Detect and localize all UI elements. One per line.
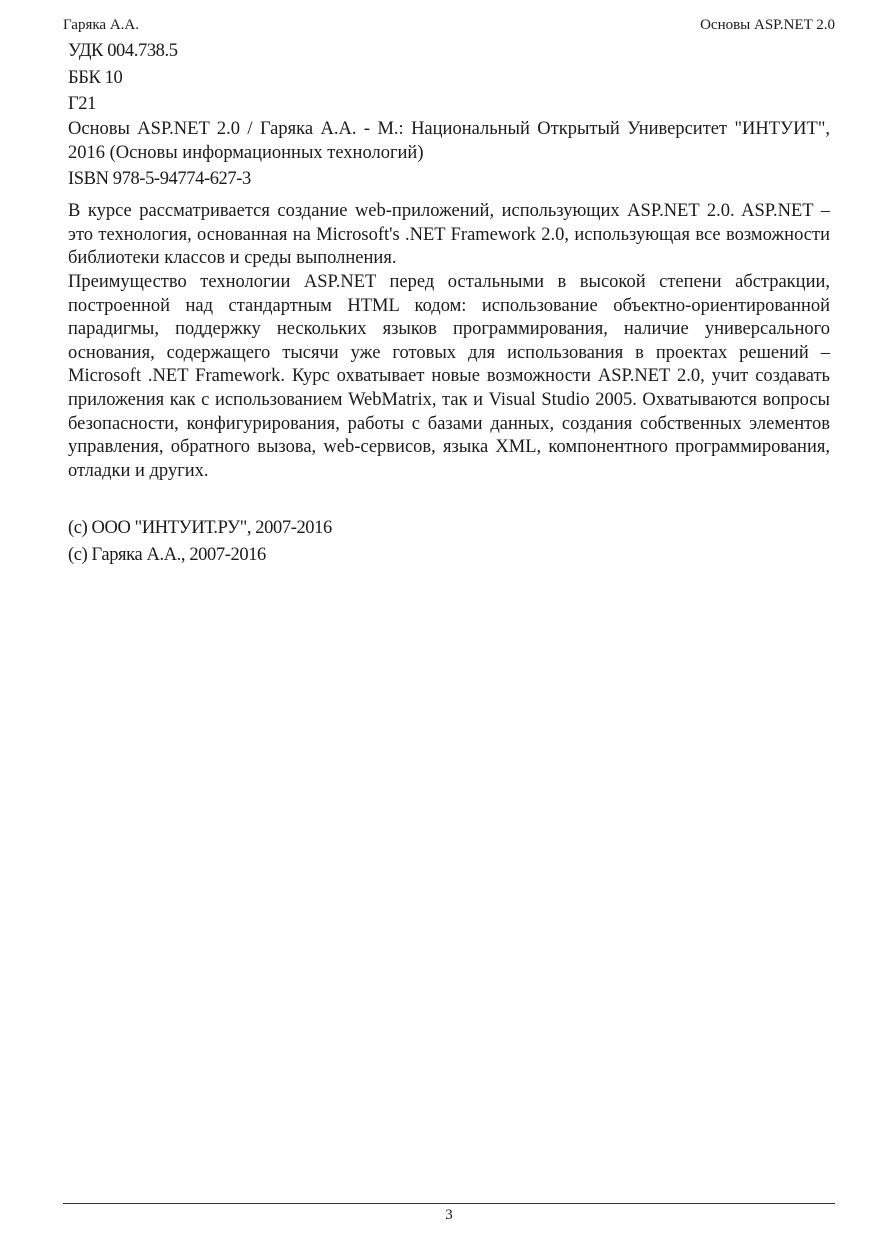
udk-code: УДК 004.738.5 bbox=[68, 41, 178, 61]
header-author: Гаряка А.А. bbox=[63, 17, 139, 33]
bbk-code: ББК 10 bbox=[68, 68, 123, 88]
abstract-paragraph-2: Преимущество технологии ASP.NET перед остальными в высокой степени абстракции, построенной над стандартным HTML кодом: использование объектно-ориентированной парадигмы, поддержку нескольких языков программирования, наличие универсального основания, содержащего тысячи уже готовых для использования в проектах решений – Microsoft .NET Framework. Курс охватывает новые возможности ASP.NET 2.0, учит создавать приложения как с использованием WebMatrix, так и Visual Studio 2005. Охватываются вопросы безопасности, конфигурирования, работы с базами данных, создания собственных элементов управления, обратного вызова, web-сервисов, языка XML, компонентного программирования, отладки и других. bbox=[68, 272, 830, 481]
abstract-paragraph-1: В курсе рассматривается создание web-приложений, использующих ASP.NET 2.0. ASP.NET – это технология, основанная на Microsoft's .NET Framework 2.0, использующая все возможности библиотеки классов и среды выполнения. bbox=[68, 201, 830, 269]
copyright-publisher: (c) ООО "ИНТУИТ.РУ", 2007-2016 bbox=[68, 518, 332, 538]
footer-divider bbox=[63, 1203, 835, 1204]
isbn: ISBN 978-5-94774-627-3 bbox=[68, 169, 251, 189]
page-number: 3 bbox=[445, 1207, 453, 1223]
header-title: Основы ASP.NET 2.0 bbox=[700, 17, 835, 33]
citation: Основы ASP.NET 2.0 / Гаряка А.А. - М.: Национальный Открытый Университет "ИНТУИТ", 2016 (Основы информационных технологий) bbox=[68, 119, 830, 163]
copyright-author: (c) Гаряка А.А., 2007-2016 bbox=[68, 545, 266, 565]
author-mark: Г21 bbox=[68, 94, 96, 114]
